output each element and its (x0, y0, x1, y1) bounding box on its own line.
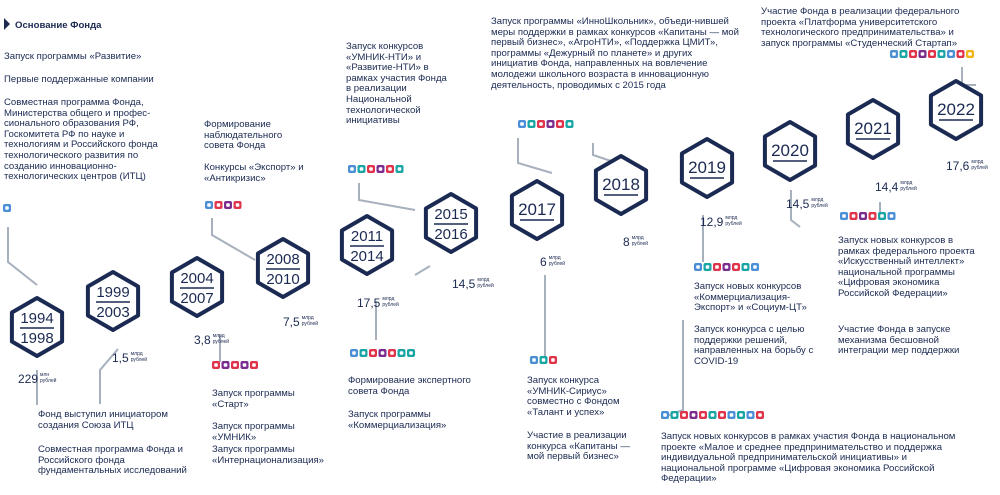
funding-amount (112, 349, 147, 367)
funding-amount (700, 213, 742, 231)
funding-unit: млрд рублей (725, 215, 742, 227)
period-year: 2022 (937, 100, 975, 119)
period-year: 2021 (854, 119, 892, 138)
event-captains: Участие в реализации конкурса «Капитаны — мой первый бизнес» (527, 430, 630, 463)
funding-unit: млрд рублей (130, 351, 148, 363)
funding-amount (194, 331, 229, 349)
period-year-start: 2015 (434, 206, 468, 223)
funding-value: 14,5 (786, 197, 810, 211)
period-year: 2019 (688, 158, 726, 177)
funding-amount (540, 253, 565, 271)
event-razvitie: Запуск программы «Развитие» (4, 51, 142, 62)
period-year-start: 1994 (20, 310, 54, 327)
funding-unit: млрд рублей (301, 315, 319, 327)
event-innoschool: Запуск программы «ИнноШкольник», объеди-нившей меры поддержки в рамках конкурсов «Капитаны — мой первый бизнес», «АгроНТИ», «Поддержка ЦМИТ», программы «Дежурный по планете» и других инициатив Фонда, направленных на вовлечение молодежи школьного возраста в инновационную деятельность, проводимых с 2015 года (491, 16, 740, 91)
event-commercialization: Запуск программы «Коммерциализация» (348, 409, 447, 431)
funding-value: 17,6 (946, 159, 970, 173)
funding-unit: млрд рублей (900, 180, 917, 192)
period-year: 2018 (602, 175, 640, 194)
period-year: 2020 (771, 141, 809, 160)
period-year-end: 2010 (266, 271, 300, 288)
event-export-anticrisis: Конкурсы «Экспорт» и «Антикризис» (204, 162, 304, 184)
funding-unit: млрд рублей (811, 197, 828, 209)
funding-value: 17,5 (357, 296, 381, 310)
funding-value: 7,5 (283, 315, 300, 329)
funding-value: 14,5 (452, 277, 476, 291)
funding-unit: млрд рублей (971, 159, 988, 171)
funding-value: 8 (623, 235, 630, 249)
event-start-program: Запуск программы «Старт» (212, 388, 295, 410)
funding-unit: млрд рублей (477, 277, 494, 289)
period-year: 2017 (518, 200, 556, 219)
funding-value: 14,4 (875, 180, 899, 194)
funding-amount (875, 178, 917, 196)
event-umnik-sirius: Запуск конкурса «УМНИК-Сириус» совместно с Фондом «Талант и успех» (527, 375, 620, 418)
period-year-end: 2007 (180, 290, 214, 307)
period-year-end: 2014 (350, 248, 384, 265)
funding-amount (786, 195, 828, 213)
funding-unit: млрд рублей (212, 333, 230, 345)
period-year-end: 2016 (434, 226, 468, 243)
event-ai-contests: Запуск новых конкурсов в рамках федерального проекта «Искусственный интеллект» национальной программы «Цифровая экономика Российской Федерации» (838, 235, 975, 299)
funding-amount (283, 313, 318, 331)
funding-amount (623, 233, 648, 251)
period-year-start: 2004 (180, 270, 214, 287)
funding-value: 6 (540, 255, 547, 269)
funding-amount (18, 370, 56, 388)
event-itc-union: Фонд выступил инициатором создания Союза ИТЦ (38, 409, 168, 431)
funding-unit: млрд рублей (631, 235, 649, 247)
funding-value: 3,8 (194, 333, 211, 347)
funding-unit: млрд рублей (548, 255, 566, 267)
event-covid-contest: Запуск конкурса с целью поддержки решений, направленных на борьбу с COVID-19 (694, 324, 814, 367)
event-university-platform: Участие Фонда в реализации федерального проекта «Платформа университетского технологического предпринимательства» и запуск программы «Студенческий Стартап» (761, 6, 960, 49)
period-year-end: 2003 (96, 304, 130, 321)
event-nti-contests: Запуск конкурсов «УМНИК-НТИ» и «Развитие-НТИ» в рамках участия Фонда в реализации Национальной технологической инициативы (346, 41, 447, 127)
funding-value: 229 (18, 372, 39, 386)
period-year-end: 1998 (20, 330, 54, 347)
event-seamless-integration: Участие Фонда в запуске механизма бесшовной интеграции мер поддержки (838, 324, 960, 357)
period-year-start: 1999 (96, 284, 130, 301)
event-commercialization-export: Запуск новых конкурсов «Коммерциализация-Экспорт» и «Социум-ЦТ» (694, 281, 807, 314)
funding-unit: млн рублей (40, 372, 57, 384)
event-supervisory-board: Формирование наблюдательного совета Фонда (204, 119, 283, 152)
founding-title: Основание Фонда (15, 20, 102, 31)
event-itc-program: Совместная программа Фонда, Министерства общего и профес-сионального образования РФ, Госкомитета РФ по науке и технологиям и Российского фонда технологического развития по созданию инновационно-технологических центров (ИТЦ) (4, 97, 158, 183)
event-umnik-program: Запуск программы «УМНИК» (212, 421, 295, 443)
event-rffi-program: Совместная программа Фонда и Российского фонда фундаментальных исследований (38, 444, 187, 477)
funding-amount (452, 275, 494, 293)
event-internationalization: Запуск программы «Интернационализация» (212, 444, 325, 466)
funding-value: 1,5 (112, 351, 129, 365)
event-msp-national-project: Запуск новых конкурсов в рамках участия Фонда в национальном проекте «Малое и среднее предпринимательство и поддержка индивидуальной предпринимательской инициативы» и национальной программе «Цифровая экономика Российской Федерации» (661, 431, 956, 485)
period-year-start: 2008 (266, 251, 300, 268)
period-year-start: 2011 (350, 228, 384, 245)
event-expert-council: Формирование экспертного совета Фонда (348, 375, 471, 397)
funding-amount (357, 294, 399, 312)
event-first-companies: Первые поддержанные компании (4, 74, 154, 85)
funding-value: 12,9 (700, 215, 724, 229)
funding-amount (946, 157, 988, 175)
funding-unit: млрд рублей (382, 296, 399, 308)
